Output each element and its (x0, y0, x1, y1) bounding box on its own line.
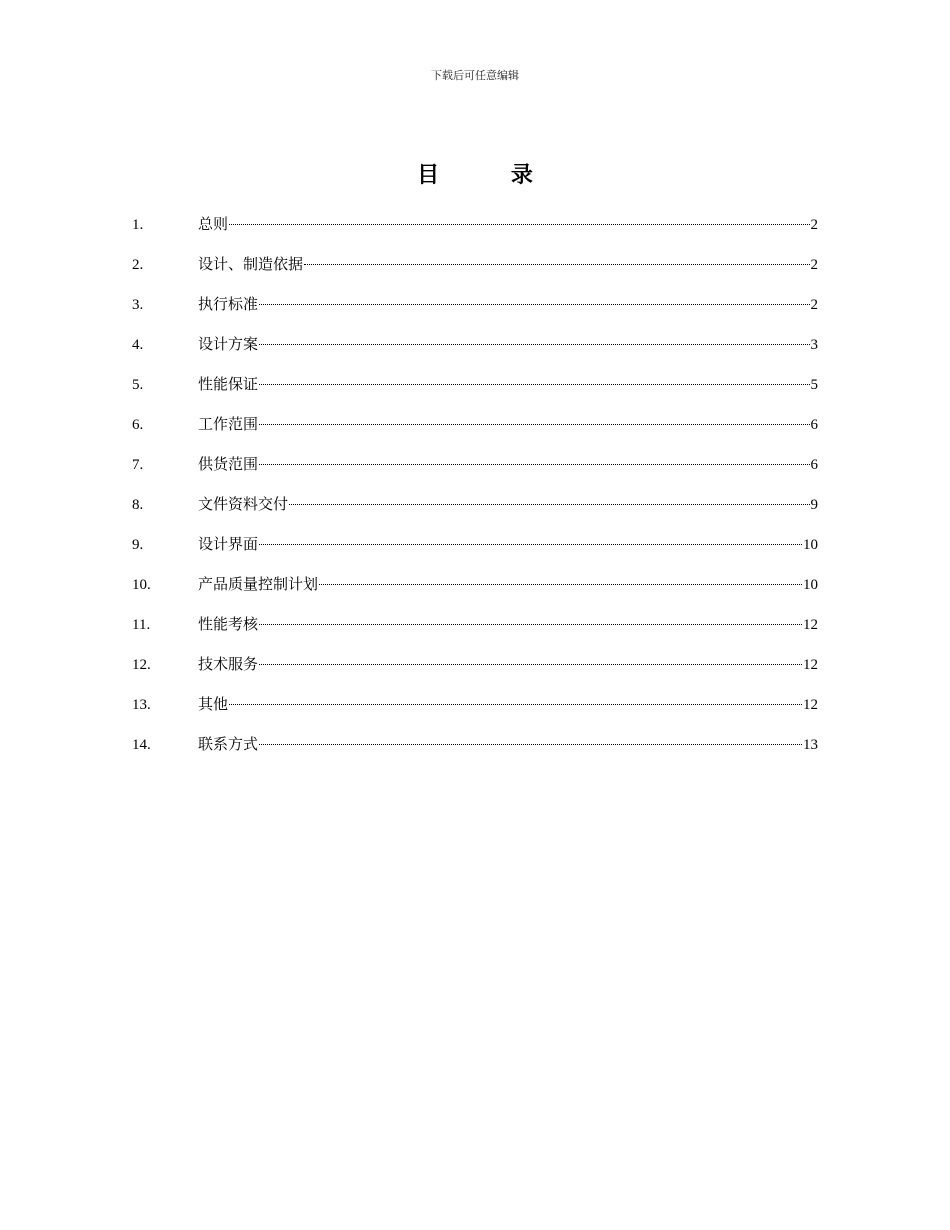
toc-entry-number: 8. (132, 497, 144, 513)
toc-entry-page: 3 (810, 337, 818, 353)
toc-title: 目 录 (417, 162, 565, 188)
toc-dot-leader (289, 504, 809, 505)
toc-entry-page: 9 (810, 497, 818, 513)
toc-entry-page: 12 (803, 697, 818, 713)
toc-dot-leader (229, 704, 802, 705)
toc-entry[interactable] (132, 692, 818, 732)
toc-entry-title: 工作范围 (198, 415, 259, 433)
toc-entry-page: 12 (803, 617, 818, 633)
header-note: 下载后可任意编辑 (431, 69, 519, 82)
toc-entry[interactable] (132, 372, 818, 412)
toc-entry-page: 10 (803, 577, 818, 593)
toc-entry-title: 总则 (198, 215, 229, 233)
toc-entry-number: 5. (132, 377, 144, 393)
toc-dot-leader (319, 584, 802, 585)
toc-entry-title: 供货范围 (198, 455, 259, 473)
toc-entry-page: 2 (810, 297, 818, 313)
toc-dot-leader (259, 464, 809, 465)
toc-dot-leader (229, 224, 809, 225)
toc-entry-title: 设计方案 (198, 335, 259, 353)
toc-entry-page: 2 (810, 217, 818, 233)
toc-entry-title: 联系方式 (198, 735, 259, 753)
toc-entry-title: 设计、制造依据 (198, 255, 304, 273)
toc-entry[interactable] (132, 212, 818, 252)
toc-entry-title: 执行标准 (198, 295, 259, 313)
toc-entry-number: 6. (132, 417, 144, 433)
toc-entry-page: 13 (803, 737, 818, 753)
toc-entry-title: 产品质量控制计划 (198, 575, 319, 593)
toc-entry-number: 4. (132, 337, 144, 353)
toc-entry[interactable] (132, 572, 818, 612)
toc-entry-page: 12 (803, 657, 818, 673)
toc-entry-number: 11. (132, 617, 151, 633)
toc-entry-page: 2 (810, 257, 818, 273)
toc-entry-page: 6 (810, 457, 818, 473)
toc-list (132, 212, 818, 772)
toc-entry[interactable] (132, 612, 818, 652)
toc-entry-number: 10. (132, 577, 151, 593)
toc-dot-leader (304, 264, 809, 265)
toc-dot-leader (259, 624, 802, 625)
toc-entry[interactable] (132, 412, 818, 452)
toc-entry-number: 1. (132, 217, 144, 233)
toc-dot-leader (259, 344, 809, 345)
toc-entry-title: 性能保证 (198, 375, 259, 393)
toc-entry-title: 文件资料交付 (198, 495, 289, 513)
toc-entry-number: 14. (132, 737, 151, 753)
toc-entry-title: 性能考核 (198, 615, 259, 633)
toc-entry[interactable] (132, 252, 818, 292)
toc-entry-number: 3. (132, 297, 144, 313)
toc-dot-leader (259, 424, 809, 425)
toc-entry[interactable] (132, 732, 818, 772)
toc-entry-page: 5 (810, 377, 818, 393)
toc-entry-title: 技术服务 (198, 655, 259, 673)
toc-dot-leader (259, 304, 809, 305)
toc-entry-page: 6 (810, 417, 818, 433)
toc-dot-leader (259, 744, 802, 745)
toc-entry-page: 10 (803, 537, 818, 553)
toc-dot-leader (259, 544, 802, 545)
toc-entry-number: 2. (132, 257, 144, 273)
toc-entry-number: 13. (132, 697, 151, 713)
toc-entry-number: 9. (132, 537, 144, 553)
toc-entry[interactable] (132, 492, 818, 532)
toc-dot-leader (259, 664, 802, 665)
toc-entry[interactable] (132, 652, 818, 692)
toc-dot-leader (259, 384, 809, 385)
toc-entry[interactable] (132, 332, 818, 372)
toc-entry[interactable] (132, 452, 818, 492)
toc-entry-number: 12. (132, 657, 151, 673)
toc-entry-title: 其他 (198, 695, 229, 713)
toc-entry[interactable] (132, 532, 818, 572)
toc-entry[interactable] (132, 292, 818, 332)
toc-entry-title: 设计界面 (198, 535, 259, 553)
toc-entry-number: 7. (132, 457, 144, 473)
